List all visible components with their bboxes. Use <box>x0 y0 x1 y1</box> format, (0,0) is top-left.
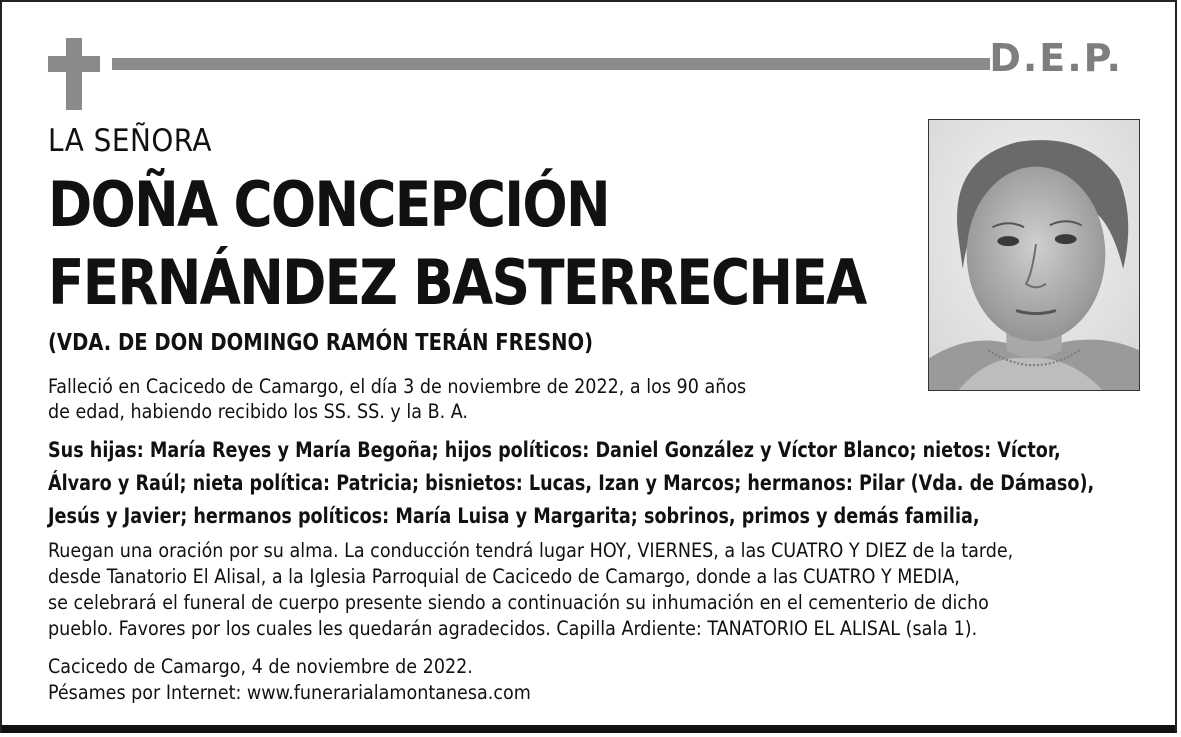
bottom-rule <box>2 725 1175 733</box>
family-line: Jesús y Javier; hermanos políticos: María Luisa y Margarita; sobrinos, primos y demás familia, <box>48 504 980 528</box>
header-rule <box>112 58 990 70</box>
deceased-name-line2: FERNÁNDEZ BASTERRECHEA <box>48 246 866 319</box>
widow-of: (VDA. DE DON DOMINGO RAMÓN TERÁN FRESNO) <box>48 330 594 356</box>
family-paragraph <box>48 434 1094 533</box>
condolences-link-text: Pésames por Internet: www.funerarialamontanesa.com <box>48 681 531 704</box>
death-line: Falleció en Cacicedo de Camargo, el día 3 de noviembre de 2022, a los 90 años <box>48 375 747 398</box>
cross-icon <box>48 38 100 110</box>
deceased-name-line1: DOÑA CONCEPCIÓN <box>48 168 609 241</box>
dep-label: D.E.P. <box>989 36 1123 80</box>
place-date: Cacicedo de Camargo, 4 de noviembre de 2022. <box>48 655 473 678</box>
closing-paragraph <box>48 654 531 706</box>
prayer-line: pueblo. Favores por los cuales les quedarán agradecidos. Capilla Ardiente: TANATORIO EL ALISAL (sala 1). <box>48 617 978 640</box>
prayer-line: Ruegan una oración por su alma. La conducción tendrá lugar HOY, VIERNES, a las CUATRO Y DIEZ de la tarde, <box>48 539 1014 562</box>
portrait-photo <box>928 119 1140 391</box>
prayer-line: se celebrará el funeral de cuerpo presente siendo a continuación su inhumación en el cementerio de dicho <box>48 591 989 614</box>
family-line: Álvaro y Raúl; nieta política: Patricia; bisnietos: Lucas, Izan y Marcos; hermanos: Pilar (Vda. de Dámaso), <box>48 471 1095 495</box>
family-line: Sus hijas: María Reyes y María Begoña; hijos políticos: Daniel González y Víctor Blanco; nietos: Víctor, <box>48 438 1061 462</box>
death-line: de edad, habiendo recibido los SS. SS. y la B. A. <box>48 400 468 423</box>
prayer-line: desde Tanatorio El Alisal, a la Iglesia Parroquial de Cacicedo de Camargo, donde a las CUATRO Y MEDIA, <box>48 565 960 588</box>
prayer-paragraph <box>48 538 1013 642</box>
death-paragraph <box>48 374 746 424</box>
honorific: LA SEÑORA <box>48 123 212 159</box>
